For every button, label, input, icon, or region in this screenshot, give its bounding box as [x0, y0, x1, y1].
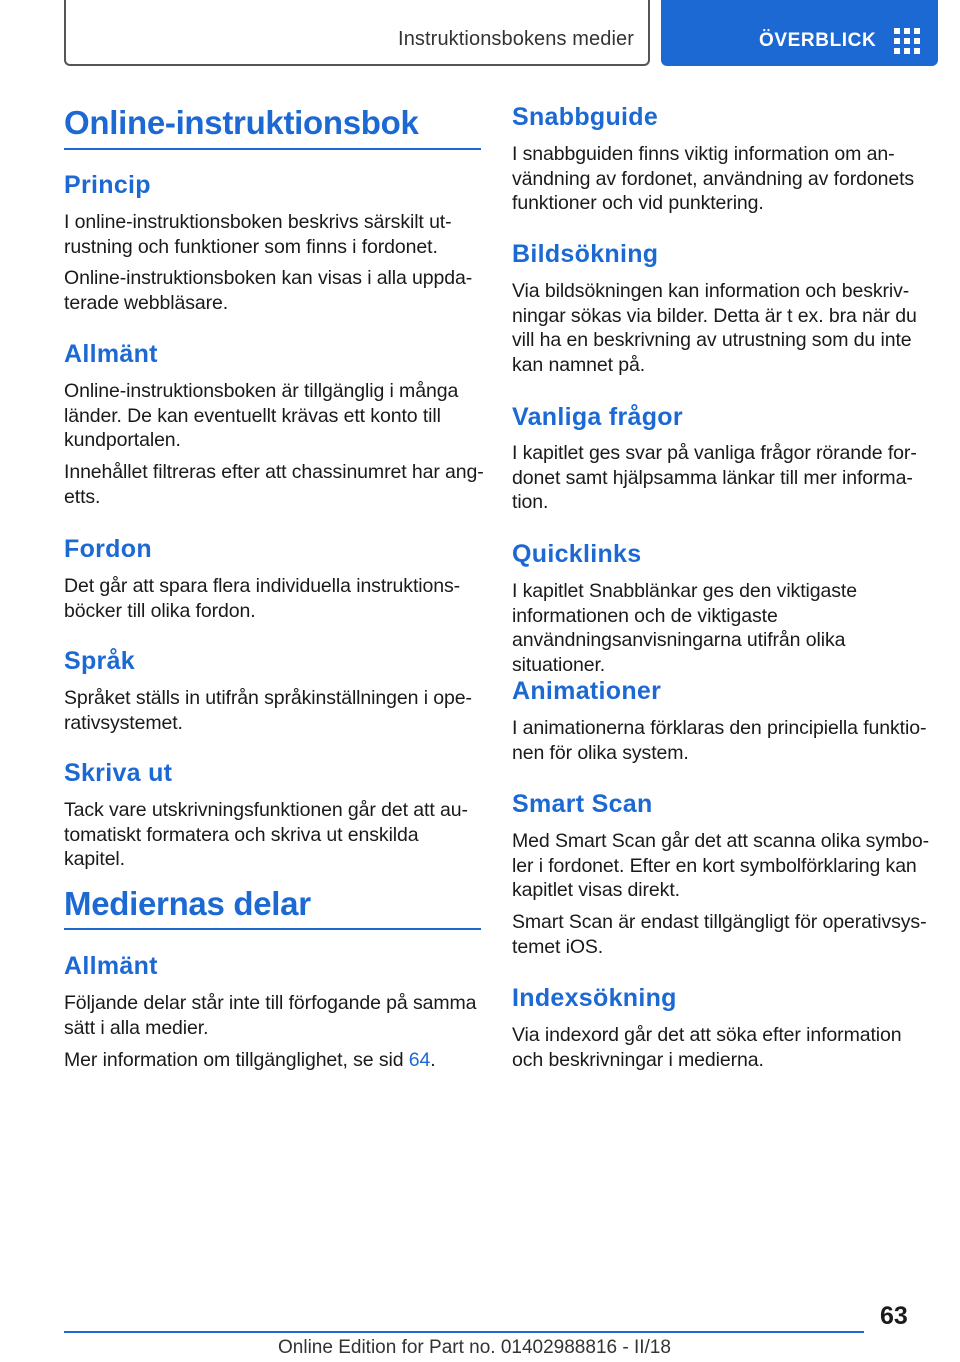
section-title: Allmänt	[64, 952, 158, 980]
header-breadcrumb-box	[64, 0, 650, 66]
paragraph: Innehållet filtreras efter att chassinumret har angetts.	[64, 461, 484, 508]
section-title: Allmänt	[64, 340, 158, 368]
section-title: Smart Scan	[512, 790, 653, 818]
paragraph: Via indexord går det att söka efter information och beskrivningar i medierna.	[512, 1024, 902, 1071]
section-title: Vanliga frågor	[512, 403, 683, 431]
paragraph: Via bildsökningen kan information och beskrivningar sökas via bilder. Detta är t ex. bra när du vill ha en beskrivning av utrustning som du inte kan namnet på.	[512, 280, 917, 376]
section-title: Fordon	[64, 535, 152, 563]
header-breadcrumb: Instruktionsbokens medier	[398, 28, 634, 50]
paragraph: Online-instruktionsboken kan visas i alla uppdaterade webbläsare.	[64, 267, 473, 314]
paragraph: Med Smart Scan går det att scanna olika symboler i fordonet. Efter en kort symbolförklaring kan kapitlet visas direkt.	[512, 830, 930, 901]
paragraph: Följande delar står inte till förfogande på samma sätt i alla medier.	[64, 992, 477, 1039]
paragraph: I snabbguiden finns viktig information om användning av fordonet, användning av fordonets funktioner och vid punktering.	[512, 143, 915, 214]
paragraph: I kapitlet ges svar på vanliga frågor rörande fordonet samt hjälpsamma länkar till mer information.	[512, 442, 917, 513]
paragraph-end: .	[430, 1049, 436, 1071]
paragraph: I kapitlet Snabblänkar ges den viktigaste informationen och de viktigaste användningsanvisningarna utifrån olika situationer.	[512, 580, 857, 676]
section-title: Snabbguide	[512, 103, 659, 131]
section-title: Bildsökning	[512, 240, 659, 268]
section-title: Animationer	[512, 677, 662, 705]
footer-rule	[64, 1331, 864, 1333]
paragraph-text: Mer information om tillgänglighet, se sid	[64, 1049, 409, 1071]
paragraph	[64, 1048, 484, 1073]
section-title: Skriva ut	[64, 759, 173, 787]
chapter-title: Mediernas delar	[64, 885, 311, 922]
section-title: Princip	[64, 171, 151, 199]
section-title: Quicklinks	[512, 540, 642, 568]
section-tab-label: ÖVERBLICK	[759, 30, 877, 51]
page-reference-link[interactable]: 64	[408, 1049, 431, 1071]
paragraph: Online-instruktionsboken är tillgänglig i många länder. De kan eventuellt krävas ett konto till kundportalen.	[64, 380, 459, 451]
paragraph: Språket ställs in utifrån språkinställningen i operativsystemet.	[64, 687, 472, 734]
section-tab[interactable]	[661, 0, 938, 66]
section-title: Indexsökning	[512, 984, 677, 1012]
paragraph: Det går att spara flera individuella instruktionsböcker till olika fordon.	[64, 575, 461, 622]
paragraph: Tack vare utskrivningsfunktionen går det att automatiskt formatera och skriva ut enskilda kapitel.	[64, 799, 468, 870]
chapter-rule	[64, 928, 481, 930]
paragraph: I online-instruktionsboken beskrivs särskilt utrustning och funktioner som finns i fordonet.	[64, 211, 452, 258]
grid-icon	[894, 28, 922, 54]
page-number: 63	[880, 1302, 908, 1330]
chapter-title: Online-instruktionsbok	[64, 104, 419, 141]
paragraph: Smart Scan är endast tillgängligt för operativsystemet iOS.	[512, 911, 927, 958]
chapter-rule	[64, 148, 481, 150]
paragraph: I animationerna förklaras den principiella funktionen för olika system.	[512, 717, 927, 764]
section-title: Språk	[64, 647, 135, 675]
footer-edition: Online Edition for Part no. 01402988816 - II/18	[278, 1337, 671, 1358]
